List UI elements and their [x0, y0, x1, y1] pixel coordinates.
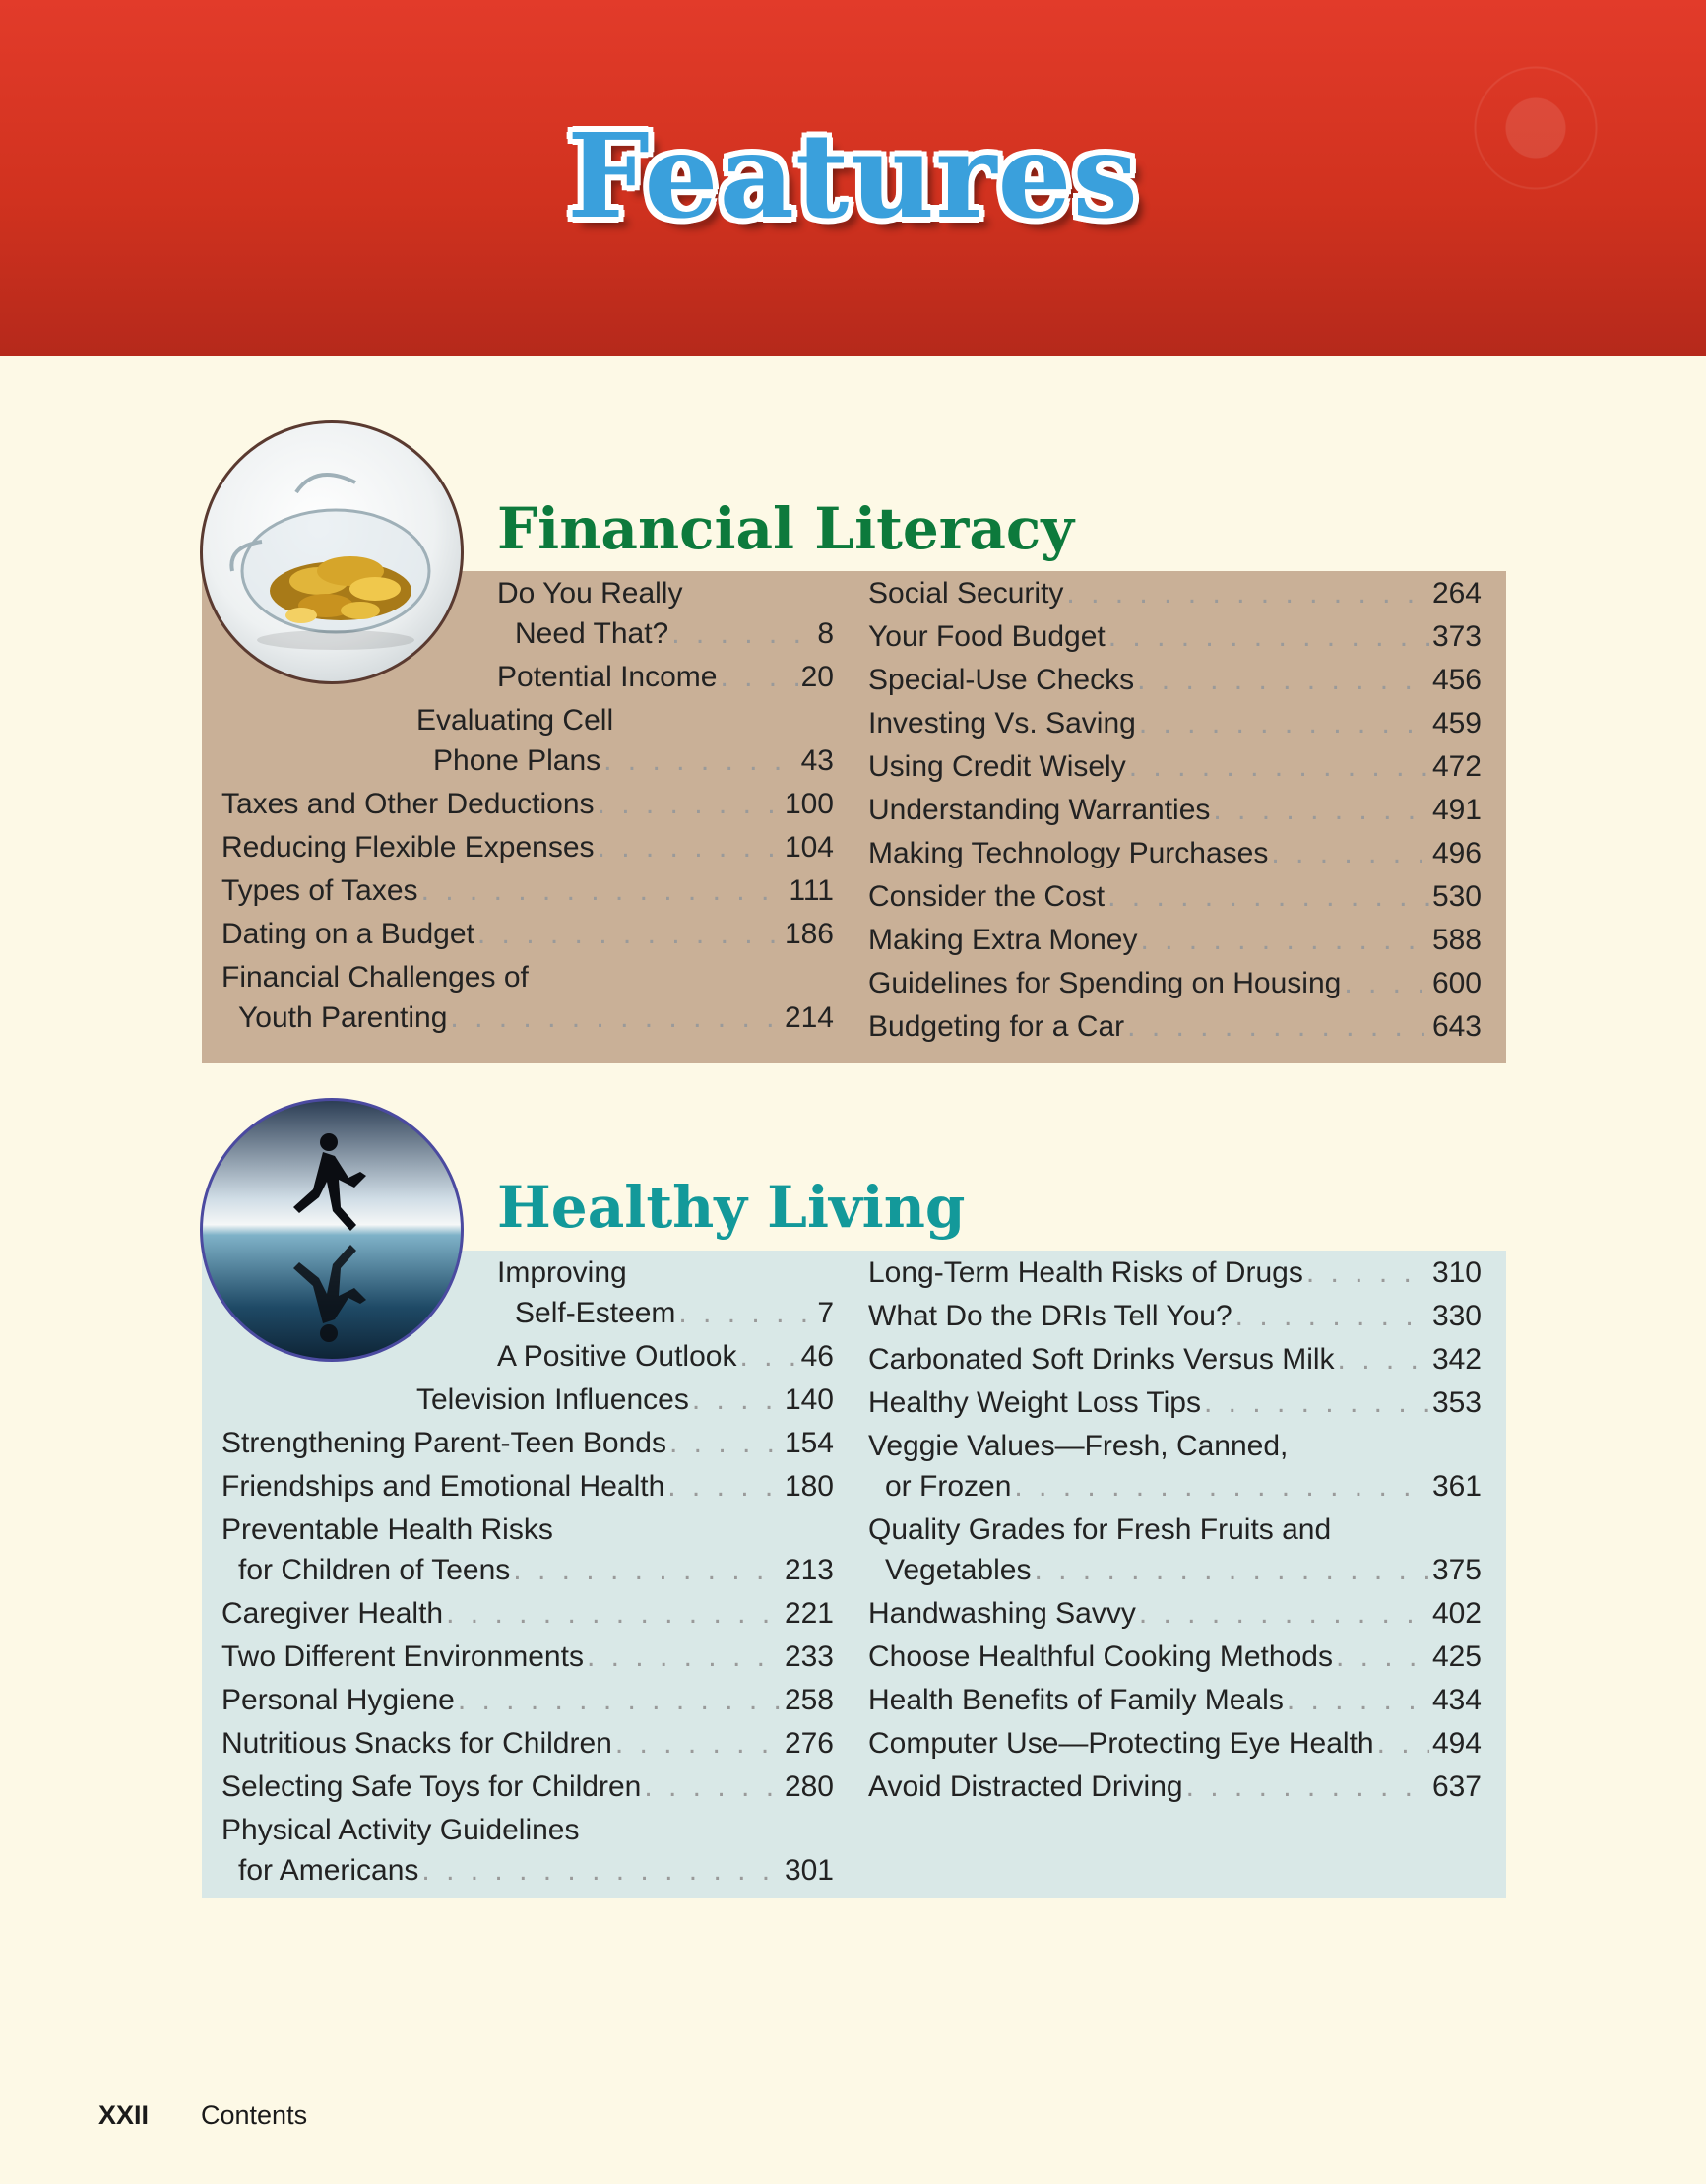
- toc-entry-title: Handwashing Savvy: [868, 1597, 1136, 1630]
- toc-entry-page-number: 496: [1431, 837, 1482, 869]
- healthy-living-heading: Healthy Living: [497, 1174, 966, 1241]
- dot-leader: [671, 616, 814, 652]
- dot-leader: [1186, 1769, 1429, 1805]
- toc-entry-title: Selecting Safe Toys for Children: [221, 1770, 642, 1803]
- dot-leader: [458, 1683, 782, 1718]
- dot-leader: [1235, 1299, 1429, 1334]
- healthy-living-right-column: [868, 1255, 1482, 1886]
- dot-leader: [669, 1426, 782, 1461]
- toc-entry-title: Your Food Budget: [868, 620, 1106, 653]
- toc-entry-title: Strengthening Parent-Teen Bonds: [221, 1427, 666, 1459]
- dot-leader: [678, 1296, 814, 1331]
- toc-entry-title: Vegetables: [885, 1554, 1032, 1586]
- toc-entry-title-line: Quality Grades for Fresh Fruits and: [868, 1513, 1332, 1546]
- dot-leader: [603, 743, 797, 779]
- financial-literacy-right-column: [868, 576, 1482, 1043]
- toc-entry-page-number: 46: [800, 1340, 834, 1373]
- toc-entry-page-number: 111: [789, 874, 834, 907]
- dot-leader: [1066, 576, 1429, 611]
- toc-entry-title: Budgeting for a Car: [868, 1010, 1125, 1043]
- toc-entry-page-number: 140: [784, 1383, 834, 1416]
- dot-leader: [1137, 663, 1429, 698]
- toc-entry-page-number: 459: [1431, 707, 1482, 739]
- toc-entry-title-line: Veggie Values—Fresh, Canned,: [868, 1430, 1289, 1462]
- dot-leader: [1213, 793, 1429, 828]
- toc-entry-title: Long-Term Health Risks of Drugs: [868, 1256, 1303, 1289]
- toc-entry-page-number: 213: [784, 1554, 834, 1586]
- dot-leader: [1014, 1469, 1429, 1505]
- toc-entry-page-number: 276: [784, 1727, 834, 1760]
- toc-entry-title-line: Improving: [497, 1256, 627, 1289]
- toc-entry-page-number: 330: [1431, 1300, 1482, 1332]
- toc-entry-page-number: 258: [784, 1684, 834, 1716]
- toc-entry-page-number: 280: [784, 1770, 834, 1803]
- toc-entry-title: Phone Plans: [433, 744, 601, 777]
- dot-leader: [513, 1553, 782, 1588]
- dot-leader: [421, 1853, 782, 1889]
- dot-leader: [421, 873, 787, 909]
- dot-leader: [598, 830, 782, 866]
- toc-entry-page-number: 361: [1431, 1470, 1482, 1503]
- toc-entry-page-number: 221: [784, 1597, 834, 1630]
- toc-entry-page-number: 264: [1431, 577, 1482, 610]
- toc-entry-page-number: 425: [1431, 1640, 1482, 1673]
- dot-leader: [587, 1639, 782, 1675]
- toc-entry-page-number: 643: [1431, 1010, 1482, 1043]
- toc-entry-title: Computer Use—Protecting Eye Health: [868, 1727, 1374, 1760]
- toc-entry-title: Using Credit Wisely: [868, 750, 1126, 783]
- toc-entry-title: for Americans: [238, 1854, 419, 1887]
- dot-leader: [1271, 836, 1429, 871]
- toc-entry-page-number: 494: [1431, 1727, 1482, 1760]
- dot-leader: [739, 1339, 797, 1375]
- toc-entry-title: Making Technology Purchases: [868, 837, 1269, 869]
- toc-entry-title: Friendships and Emotional Health: [221, 1470, 665, 1503]
- dot-leader: [1108, 619, 1429, 655]
- toc-entry-page-number: 186: [784, 918, 834, 950]
- dot-leader: [667, 1469, 782, 1505]
- financial-literacy-left-column: [221, 576, 834, 1039]
- toc-entry-title: Nutritious Snacks for Children: [221, 1727, 612, 1760]
- toc-entry-page-number: 456: [1431, 664, 1482, 696]
- dot-leader: [1034, 1553, 1428, 1588]
- toc-entry-title: Need That?: [515, 617, 669, 650]
- toc-entry-title-line: Financial Challenges of: [221, 961, 529, 994]
- toc-entry-title: Television Influences: [416, 1383, 689, 1416]
- dot-leader: [598, 787, 782, 822]
- header-banner: [0, 0, 1706, 356]
- dot-leader: [446, 1596, 782, 1632]
- dot-leader: [450, 1000, 782, 1036]
- dot-leader: [1129, 749, 1429, 785]
- toc-entry-title: Consider the Cost: [868, 880, 1106, 913]
- toc-entry-page-number: 8: [817, 617, 834, 650]
- toc-entry-title: Self-Esteem: [515, 1297, 676, 1329]
- toc-entry-page-number: 43: [800, 744, 834, 777]
- toc-entry-title-line: Physical Activity Guidelines: [221, 1814, 580, 1846]
- toc-entry-title: Social Security: [868, 577, 1064, 610]
- dot-leader: [1139, 706, 1429, 741]
- toc-entry-title-line: Evaluating Cell: [416, 704, 614, 737]
- toc-entry-page-number: 20: [800, 661, 834, 693]
- dot-leader: [1204, 1385, 1429, 1421]
- dot-leader: [1140, 923, 1428, 958]
- toc-entry-page-number: 434: [1431, 1684, 1482, 1716]
- toc-entry-page-number: 373: [1431, 620, 1482, 653]
- toc-entry-page-number: 375: [1431, 1554, 1482, 1586]
- footer-label: Contents: [201, 2100, 308, 2130]
- dot-leader: [1127, 1009, 1429, 1045]
- dot-leader: [1336, 1639, 1429, 1675]
- financial-literacy-heading: Financial Literacy: [497, 495, 1074, 562]
- toc-entry-page-number: 530: [1431, 880, 1482, 913]
- toc-entry-page-number: 310: [1431, 1256, 1482, 1289]
- toc-entry-title: or Frozen: [885, 1470, 1012, 1503]
- toc-entry-title: Health Benefits of Family Meals: [868, 1684, 1284, 1716]
- toc-entry-title: Two Different Environments: [221, 1640, 584, 1673]
- toc-entry-title: Guidelines for Spending on Housing: [868, 967, 1342, 999]
- dot-leader: [1338, 1342, 1429, 1378]
- toc-entry-title-line: Preventable Health Risks: [221, 1513, 553, 1546]
- dot-leader: [1287, 1683, 1429, 1718]
- toc-entry-page-number: 100: [784, 788, 834, 820]
- dot-leader: [1107, 879, 1429, 915]
- toc-entry-title: Investing Vs. Saving: [868, 707, 1136, 739]
- toc-entry-title: Taxes and Other Deductions: [221, 788, 595, 820]
- dot-leader: [477, 917, 782, 952]
- dot-leader: [1344, 966, 1429, 1001]
- dot-leader: [692, 1382, 782, 1418]
- toc-entry-page-number: 600: [1431, 967, 1482, 999]
- toc-entry-title: Personal Hygiene: [221, 1684, 455, 1716]
- toc-entry-title: Carbonated Soft Drinks Versus Milk: [868, 1343, 1335, 1376]
- toc-entry-title: What Do the DRIs Tell You?: [868, 1300, 1232, 1332]
- dot-leader: [1306, 1255, 1429, 1291]
- toc-entry-page-number: 353: [1431, 1386, 1482, 1419]
- toc-entry-page-number: 588: [1431, 924, 1482, 956]
- dot-leader: [1139, 1596, 1429, 1632]
- toc-entry-title: Youth Parenting: [238, 1001, 448, 1034]
- toc-entry-page-number: 637: [1431, 1770, 1482, 1803]
- healthy-living-left-column: [221, 1255, 834, 1886]
- toc-entry-title-line: Do You Really: [497, 577, 683, 610]
- toc-entry-title: Understanding Warranties: [868, 794, 1211, 826]
- dot-leader: [1377, 1726, 1429, 1762]
- toc-entry-page-number: 154: [784, 1427, 834, 1459]
- toc-entry-title: A Positive Outlook: [497, 1340, 737, 1373]
- toc-entry-title: Types of Taxes: [221, 874, 418, 907]
- dot-leader: [615, 1726, 782, 1762]
- toc-entry-title: Healthy Weight Loss Tips: [868, 1386, 1201, 1419]
- page-title: Features: [567, 107, 1139, 244]
- toc-entry-page-number: 472: [1431, 750, 1482, 783]
- toc-entry-title: for Children of Teens: [238, 1554, 511, 1586]
- toc-entry-page-number: 180: [784, 1470, 834, 1503]
- toc-entry-page-number: 7: [817, 1297, 834, 1329]
- toc-entry-title: Potential Income: [497, 661, 718, 693]
- toc-entry-page-number: 233: [784, 1640, 834, 1673]
- toc-entry-title: Dating on a Budget: [221, 918, 474, 950]
- toc-entry-title: Avoid Distracted Driving: [868, 1770, 1183, 1803]
- toc-entry-page-number: 104: [784, 831, 834, 864]
- dot-leader: [644, 1769, 782, 1805]
- toc-entry-page-number: 214: [784, 1001, 834, 1034]
- footer-page-number: XXII: [98, 2100, 150, 2130]
- toc-entry-title: Caregiver Health: [221, 1597, 444, 1630]
- toc-entry-page-number: 301: [784, 1854, 834, 1887]
- toc-entry-title: Reducing Flexible Expenses: [221, 831, 595, 864]
- toc-entry-page-number: 491: [1431, 794, 1482, 826]
- toc-entry-title: Choose Healthful Cooking Methods: [868, 1640, 1333, 1673]
- toc-entry-title: Special-Use Checks: [868, 664, 1135, 696]
- toc-entry-page-number: 402: [1431, 1597, 1482, 1630]
- dot-leader: [720, 660, 797, 695]
- toc-entry-page-number: 342: [1431, 1343, 1482, 1376]
- toc-entry-title: Making Extra Money: [868, 924, 1138, 956]
